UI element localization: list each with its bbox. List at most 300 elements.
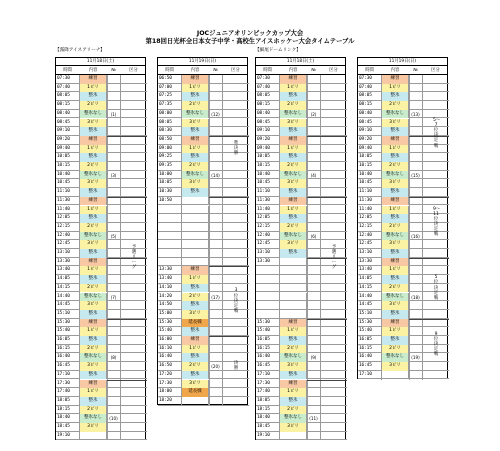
row-content — [181, 214, 209, 223]
row-content — [279, 310, 307, 319]
row-content: 3ピリ — [279, 362, 307, 371]
row-content — [181, 223, 209, 232]
group-separator — [409, 258, 449, 259]
row-content: 練習 — [181, 336, 209, 345]
row-content: 整氷 — [279, 371, 307, 380]
row-time: 18:45 — [257, 424, 270, 429]
table-row — [256, 197, 347, 206]
row-content: 2ピリ — [381, 284, 409, 293]
table-row — [158, 336, 249, 345]
group-separator — [107, 319, 147, 320]
row-content: 2ピリ — [381, 345, 409, 354]
table-row — [358, 301, 449, 310]
row-time: 09:35 — [159, 163, 172, 168]
row-time: 16:40 — [257, 354, 270, 360]
row-time: 15:40 — [159, 328, 172, 334]
table-header — [358, 66, 447, 76]
table-row — [56, 92, 147, 101]
table-row — [256, 345, 347, 354]
row-time: 16:45 — [57, 363, 70, 369]
header-time: 時間 — [165, 67, 174, 73]
row-content — [181, 258, 209, 267]
header-section: 区分 — [431, 67, 440, 73]
section-label: 準決勝 — [233, 141, 239, 157]
row-time: 16:45 — [359, 363, 372, 369]
row-content: 整氷 — [181, 127, 209, 136]
game-number: (4) — [310, 172, 317, 178]
row-time: 14:40 — [359, 293, 372, 299]
row-content: 練習 — [381, 319, 409, 328]
row-content: 1ピリ — [279, 145, 307, 154]
table-row — [256, 414, 347, 423]
table-row — [256, 310, 347, 319]
row-time: 10:15 — [257, 163, 270, 168]
page-title: JOCジュニアオリンピックカップ大会 — [196, 30, 304, 37]
row-time: 16:15 — [359, 345, 372, 351]
row-time: 08:05 — [57, 93, 70, 99]
row-content — [181, 206, 209, 215]
game-number: (7) — [110, 294, 117, 300]
row-time: 13:30 — [257, 258, 270, 264]
group-separator — [409, 319, 449, 320]
row-time: 11:10 — [257, 189, 270, 195]
table-row — [158, 101, 249, 110]
table-header — [158, 66, 247, 76]
row-time: 10:50 — [159, 197, 172, 203]
table-row — [56, 423, 147, 432]
row-time: 17:40 — [257, 389, 270, 395]
row-time: 08:30 — [159, 128, 172, 134]
table-row — [56, 206, 147, 215]
row-content: 1ピリ — [79, 84, 107, 93]
row-time: 09:40 — [359, 145, 372, 151]
row-time: 08:15 — [359, 102, 372, 108]
row-time: 15:40 — [57, 328, 70, 334]
row-time: 18:40 — [257, 415, 270, 421]
row-content: 3ピリ — [279, 240, 307, 249]
table-row — [158, 119, 249, 128]
row-time: 10:05 — [359, 154, 372, 160]
row-content: 整氷 — [279, 92, 307, 101]
game-number: (13) — [411, 111, 420, 117]
table-date: 11月18日(土) — [56, 58, 145, 66]
row-content: 練習 — [381, 197, 409, 206]
header-content: 内容 — [88, 67, 98, 73]
game-number: (11) — [309, 416, 318, 422]
row-content: 整氷 — [79, 275, 107, 284]
row-content: 3ピリ — [279, 179, 307, 188]
row-content: 整氷なし — [279, 414, 307, 423]
row-time: 08:45 — [359, 119, 372, 125]
table-row — [358, 266, 449, 275]
section-label: 決勝 — [233, 361, 239, 372]
table-row — [56, 275, 147, 284]
row-content: 3ピリ — [381, 301, 409, 310]
row-content: 整氷なし — [381, 353, 409, 362]
table-row — [158, 75, 249, 84]
page-subtitle: 第18回日光杯全日本女子中学・高校生アイスホッケー大会タイムテーブル — [145, 38, 355, 45]
row-time: 15:30 — [257, 319, 270, 325]
row-time: 17:10 — [57, 371, 70, 377]
table-row — [158, 127, 249, 136]
row-content: 3ピリ — [279, 119, 307, 128]
section-label: 5位決定戦 — [433, 275, 439, 301]
game-number: (8) — [110, 355, 117, 361]
row-content: 練習 — [79, 197, 107, 206]
table-row — [158, 110, 249, 119]
table-date: 11月19日(日) — [358, 58, 447, 66]
table-row — [256, 179, 347, 188]
row-time: 15:30 — [359, 319, 372, 325]
table-row — [256, 397, 347, 406]
row-content: 1ピリ — [381, 266, 409, 275]
row-time: 17:30 — [257, 380, 270, 386]
table-row — [158, 397, 249, 406]
row-time: 15:10 — [359, 310, 372, 316]
row-time: 13:30 — [57, 258, 70, 264]
table-row — [56, 432, 147, 441]
row-time: 08:00 — [159, 110, 172, 116]
row-content: 3ピリ — [79, 301, 107, 310]
header-no: № — [413, 67, 418, 73]
row-content: 整氷 — [79, 249, 107, 258]
row-time: 14:05 — [359, 276, 372, 282]
table-row — [56, 119, 147, 128]
table-row — [158, 345, 249, 354]
row-time: 16:05 — [57, 337, 70, 342]
header-no: № — [111, 67, 116, 73]
row-content: 練習 — [279, 197, 307, 206]
row-content: 整氷 — [79, 214, 107, 223]
row-content: 整氷なし — [79, 353, 107, 362]
row-time: 14:15 — [57, 284, 70, 290]
row-time: 13:10 — [359, 250, 372, 255]
row-content: 整氷 — [79, 92, 107, 101]
header-section: 区分 — [231, 67, 240, 73]
row-content: 整氷 — [181, 353, 209, 362]
row-time: 18:00 — [159, 389, 172, 395]
group-separator — [307, 197, 347, 198]
row-time: 15:40 — [359, 328, 372, 334]
row-content: 整氷 — [181, 371, 209, 380]
row-content: 1ピリ — [381, 327, 409, 336]
row-content: 1ピリ — [181, 275, 209, 284]
table-row — [256, 275, 347, 284]
row-time: 08:45 — [257, 119, 270, 125]
row-content: 整氷 — [79, 336, 107, 345]
game-number: (16) — [411, 233, 420, 239]
table-row — [358, 171, 449, 180]
row-content: 3ピリ — [79, 362, 107, 371]
row-time: 13:10 — [57, 250, 70, 255]
row-time: 12:15 — [57, 223, 70, 229]
table-row — [358, 153, 449, 162]
row-time: 07:00 — [159, 84, 172, 90]
table-row — [256, 432, 347, 441]
row-time: 08:40 — [57, 110, 70, 116]
row-content: 練習 — [79, 75, 107, 84]
row-content: 1ピリ — [79, 206, 107, 215]
table-row — [56, 388, 147, 397]
row-time: 10:40 — [57, 171, 70, 177]
row-content: 2ピリ — [79, 345, 107, 354]
table-row — [256, 336, 347, 345]
table-row — [56, 380, 147, 389]
row-content: 2ピリ — [279, 223, 307, 232]
header-content: 内容 — [390, 67, 400, 73]
row-content: 整氷なし — [79, 414, 107, 423]
game-number: (19) — [411, 355, 420, 361]
row-time: 09:40 — [257, 145, 270, 151]
group-separator — [209, 266, 249, 267]
row-content: 2ピリ — [181, 101, 209, 110]
game-number: (5) — [110, 233, 117, 239]
row-content: 整氷 — [279, 249, 307, 258]
table-row — [256, 371, 347, 380]
row-time: 11:30 — [257, 197, 270, 203]
table-row — [158, 240, 249, 249]
row-content: 整氷 — [381, 188, 409, 197]
game-number: (6) — [310, 233, 317, 239]
row-content — [279, 284, 307, 293]
section-label: 予選リーグ — [331, 244, 337, 271]
row-content: 1ピリ — [79, 327, 107, 336]
row-time: 16:40 — [57, 354, 70, 360]
row-time: 08:50 — [159, 136, 172, 142]
row-time: 06:50 — [159, 76, 172, 81]
table-row — [256, 92, 347, 101]
row-time: 19:10 — [257, 432, 270, 438]
game-number: (2) — [310, 111, 317, 117]
table-row — [56, 145, 147, 154]
game-number: (20) — [211, 364, 220, 370]
group-separator — [107, 197, 147, 198]
table-row — [256, 327, 347, 336]
row-time: 11:40 — [57, 206, 70, 212]
row-content: 整氷 — [381, 249, 409, 258]
row-time: 07:30 — [57, 76, 70, 81]
row-content: 1ピリ — [279, 388, 307, 397]
row-content: 整氷 — [279, 397, 307, 406]
table-row — [158, 92, 249, 101]
row-content: 2ピリ — [79, 223, 107, 232]
table-row — [158, 214, 249, 223]
game-number: (15) — [411, 172, 420, 178]
row-content — [279, 301, 307, 310]
group-separator — [107, 258, 147, 259]
row-time: 07:35 — [159, 102, 172, 108]
row-time: 10:15 — [359, 163, 372, 168]
row-content: 2ピリ — [279, 101, 307, 110]
row-time: 12:15 — [257, 223, 270, 229]
table-row — [256, 214, 347, 223]
table-row — [158, 380, 249, 389]
group-separator — [409, 136, 449, 137]
table-row — [358, 319, 449, 328]
group-separator — [209, 336, 249, 337]
table-row — [56, 153, 147, 162]
row-time: 13:30 — [159, 267, 172, 273]
table-row — [56, 319, 147, 328]
row-time: 16:05 — [257, 337, 270, 342]
schedule-table-3 — [255, 57, 346, 440]
row-content: 整氷 — [181, 284, 209, 293]
table-row — [56, 310, 147, 319]
row-time: 14:10 — [159, 284, 172, 290]
table-row — [358, 179, 449, 188]
group-separator — [209, 197, 249, 198]
table-row — [256, 223, 347, 232]
table-row — [358, 240, 449, 249]
table-row — [358, 310, 449, 319]
row-time: 10:40 — [257, 171, 270, 177]
row-time: 07:40 — [257, 84, 270, 90]
row-content: 整氷なし — [381, 293, 409, 302]
row-time: 08:15 — [257, 102, 270, 108]
row-content: 整氷 — [381, 310, 409, 319]
table-row — [256, 188, 347, 197]
row-time: 15:00 — [159, 310, 172, 316]
row-content: 整氷 — [181, 188, 209, 197]
row-time: 19:10 — [57, 432, 70, 438]
row-time: 08:05 — [159, 119, 172, 125]
game-number: (18) — [411, 294, 420, 300]
row-time: 12:15 — [359, 223, 372, 229]
game-number: (1) — [110, 111, 117, 117]
row-time: 09:10 — [359, 128, 372, 134]
row-content: 整氷 — [79, 371, 107, 380]
row-content: 練習 — [381, 258, 409, 267]
table-row — [56, 336, 147, 345]
row-content: 整氷なし — [181, 110, 209, 119]
row-time: 08:15 — [57, 102, 70, 108]
header-section: 区分 — [129, 67, 138, 73]
group-separator — [307, 319, 347, 320]
row-content: 2ピリ — [79, 284, 107, 293]
row-time: 08:05 — [359, 93, 372, 99]
row-content: 整氷なし — [79, 110, 107, 119]
row-time: 07:30 — [257, 76, 270, 81]
table-row — [56, 353, 147, 362]
row-content: 整氷 — [279, 188, 307, 197]
table-date: 11月19日(日) — [158, 58, 247, 66]
row-time: 08:40 — [359, 110, 372, 116]
row-time: 13:40 — [159, 276, 172, 282]
row-time: 09:25 — [159, 154, 172, 160]
row-content — [279, 293, 307, 302]
table-row — [56, 188, 147, 197]
table-row — [56, 397, 147, 406]
table-row — [56, 223, 147, 232]
table-row — [158, 179, 249, 188]
row-time: 10:40 — [359, 171, 372, 177]
table-row — [56, 293, 147, 302]
row-content — [381, 371, 409, 380]
row-time: 14:40 — [57, 293, 70, 299]
row-time: 15:10 — [57, 310, 70, 316]
table-row — [358, 258, 449, 267]
row-time: 18:15 — [57, 406, 70, 412]
row-content: 3ピリ — [381, 119, 409, 128]
row-time: 16:40 — [159, 354, 172, 360]
table-row — [358, 188, 449, 197]
row-content: 2ピリ — [79, 162, 107, 171]
row-content: 整氷なし — [79, 171, 107, 180]
table-row — [56, 232, 147, 241]
header-content: 内容 — [288, 67, 298, 73]
row-content: 3ピリ — [79, 179, 107, 188]
row-time: 10:00 — [159, 171, 172, 177]
group-separator — [409, 197, 449, 198]
row-content: 3ピリ — [381, 240, 409, 249]
row-time: 07:40 — [57, 84, 70, 90]
row-content: 3ピリ — [181, 310, 209, 319]
row-time: 10:45 — [257, 180, 270, 186]
schedule-table-4 — [357, 57, 448, 379]
row-content: 2ピリ — [381, 223, 409, 232]
row-content: 1ピリ — [181, 145, 209, 154]
table-row — [256, 232, 347, 241]
row-content: 整氷 — [279, 336, 307, 345]
table-row — [358, 75, 449, 84]
row-content: 練習 — [181, 75, 209, 84]
table-row — [56, 179, 147, 188]
row-content: 整氷 — [279, 153, 307, 162]
row-content: 練習 — [279, 319, 307, 328]
row-content: 整氷なし — [79, 232, 107, 241]
row-content: 練習 — [381, 136, 409, 145]
table-row — [158, 223, 249, 232]
row-time: 17:20 — [159, 371, 172, 377]
row-time: 15:30 — [57, 319, 70, 325]
table-date: 11月18日(土) — [256, 58, 345, 66]
row-content: 整氷 — [79, 127, 107, 136]
row-content: 整氷 — [381, 92, 409, 101]
table-row — [56, 214, 147, 223]
table-row — [158, 258, 249, 267]
row-content: 2ピリ — [181, 362, 209, 371]
row-time: 15:30 — [159, 319, 172, 325]
table-row — [256, 301, 347, 310]
row-content: 整氷 — [381, 214, 409, 223]
row-content: 延長戦 — [181, 319, 209, 328]
row-time: 11:10 — [57, 189, 70, 195]
row-time: 07:40 — [359, 84, 372, 90]
row-time: 09:20 — [257, 136, 270, 142]
table-row — [158, 162, 249, 171]
row-content — [279, 275, 307, 284]
row-time: 18:15 — [257, 406, 270, 412]
row-time: 16:05 — [359, 337, 372, 342]
row-time: 11:30 — [359, 197, 372, 203]
group-separator — [107, 380, 147, 381]
table-row — [56, 414, 147, 423]
row-time: 18:45 — [57, 424, 70, 429]
row-time: 10:15 — [57, 163, 70, 168]
table-row — [256, 388, 347, 397]
table-row — [56, 127, 147, 136]
row-time: 10:05 — [159, 180, 172, 186]
row-content: 3ピリ — [181, 179, 209, 188]
row-content: 整氷 — [381, 275, 409, 284]
row-time: 12:40 — [359, 232, 372, 238]
row-content: 練習 — [279, 380, 307, 389]
table-row — [158, 206, 249, 215]
group-separator — [307, 136, 347, 137]
game-number: (17) — [211, 294, 220, 300]
header-time: 時間 — [63, 67, 72, 73]
row-time: 18:05 — [257, 397, 270, 403]
